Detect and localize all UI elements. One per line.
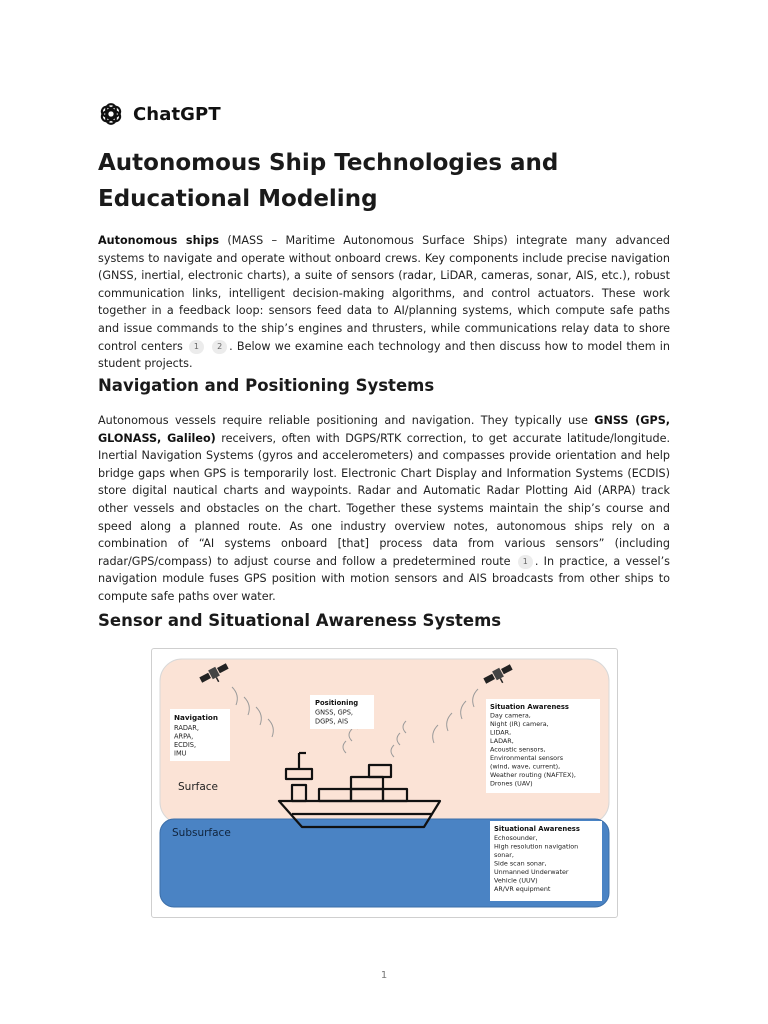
situational-awareness-item: Unmanned Underwater [494,868,569,876]
situational-awareness-item: AR/VR equipment [494,885,551,893]
situational-awareness-item: High resolution navigation [494,842,579,851]
citation-badge[interactable]: 1 [518,555,533,569]
intro-tail: . Below we examine each technology and then discuss how to model them in student projects. [98,339,670,371]
situation-awareness-item: Weather routing (NAFTEX), [490,771,576,779]
intro-paragraph [98,232,670,373]
navigation-item: ARPA, [174,732,194,741]
situation-awareness-item: LADAR, [490,737,514,745]
navigation-bold: GNSS (GPS, GLONASS, Galileo) [98,414,670,445]
situational-awareness-item: Vehicle (UUV) [494,876,538,885]
page-number: 1 [380,970,388,981]
navigation-text-a: Autonomous vessels require reliable positioning and navigation. They typically use [98,414,595,427]
situation-awareness-item: Acoustic sensors, [490,745,546,754]
situation-awareness-item: Day camera, [490,711,531,720]
situational-awareness-title: Situational Awareness [494,825,580,833]
surface-label: Surface [178,781,219,793]
situation-awareness-title: Situation Awareness [490,703,569,711]
subsurface-label: Subsurface [172,827,231,839]
brand-name: ChatGPT [133,103,221,125]
positioning-item: GNSS, GPS, [315,708,353,717]
section-heading-sensors: Sensor and Situational Awareness Systems [98,611,502,630]
situation-awareness-item: Night (IR) camera, [490,720,549,728]
positioning-item: DGPS, AIS [315,717,349,726]
openai-knot-icon [98,101,124,127]
intro-text: (MASS – Maritime Autonomous Surface Ships) integrate many advanced systems to navigate and operate without onboard crews. Key components include precise navigation (GNSS, inertial, electronic charts), a suite of sensors (radar, LiDAR, cameras, sonar, AIS, etc.), robust communication links, intelligent decision-making algorithms, and control actuators. These work together in a feedback loop: sensors feed data to AI/planning systems, which compute safe paths and issue commands to the ship’s engines and thrusters, while communications relay data to shore control centers [98,234,671,353]
brand-header [98,101,221,127]
citation-badge[interactable]: 2 [212,340,227,354]
document-title: Autonomous Ship Technologies and Educational Modeling [98,150,559,212]
situational-awareness-item: Echosounder, [494,834,538,842]
navigation-item: ECDIS, [174,741,197,749]
navigation-text-c: . In practice, a vessel’s navigation module fuses GPS position with motion sensors and AIS broadcasts from other ships to compute safe paths over water. [98,554,671,603]
situation-awareness-item: LIDAR, [490,728,512,737]
situational-awareness-item: Side scan sonar, [494,859,547,868]
navigation-paragraph [98,412,670,606]
navigation-item: IMU [174,749,187,758]
intro-lead: Autonomous ships [98,234,220,247]
situation-awareness-item: (wind, wave, current), [490,762,561,771]
situation-awareness-item: Drones (UAV) [490,779,533,788]
section-heading-navigation: Navigation and Positioning Systems [98,376,435,395]
situation-awareness-item: Environmental sensors [490,754,564,762]
citation-badge[interactable]: 1 [189,340,204,354]
navigation-title: Navigation [174,713,218,722]
positioning-title: Positioning [315,699,359,707]
situational-awareness-item: sonar, [494,851,514,859]
navigation-item: RADAR, [174,724,199,732]
navigation-text-b: receivers, often with DGPS/RTK correction, to get accurate latitude/longitude. Inertial Navigation Systems (gyros and accelerometers) and compasses provide orientation and help bridge gaps when GPS is temporarily lost. Electronic Chart Display and Information Systems (ECDIS) store digital nautical charts and waypoints. Radar and Automatic Radar Plotting Aid (ARPA) track other vessels and obstacles on the chart. Together these systems maintain the ship’s course and speed along a planned route. As one industry overview notes, autonomous ships rely on a combination of “AI systems onboard [that] process data from various sensors” (including radar/GPS/compass) to adjust course and follow a predetermined route [98,431,671,568]
ship-systems-diagram [151,648,618,918]
